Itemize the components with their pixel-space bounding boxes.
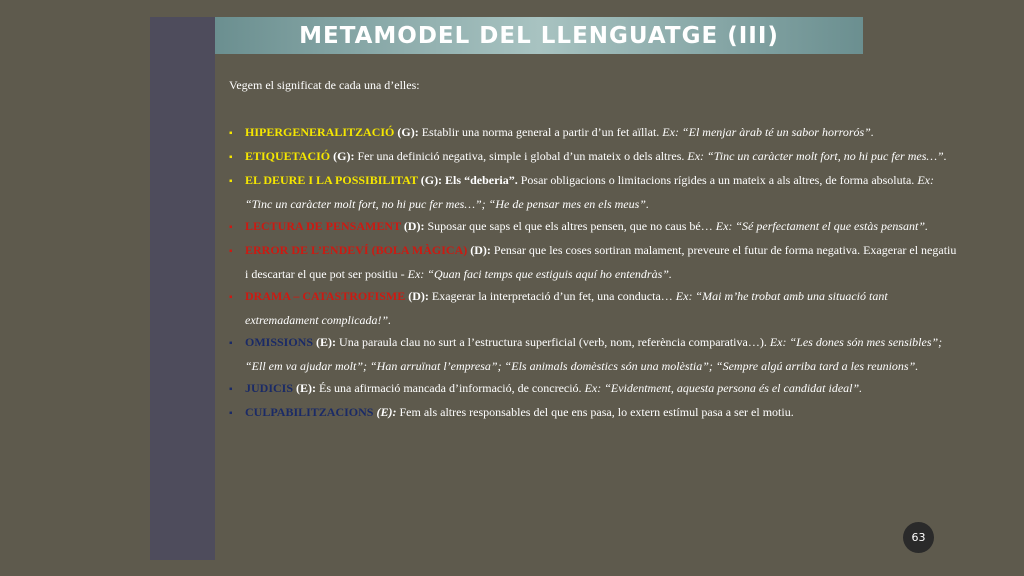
item-term: JUDICIS <box>245 381 294 395</box>
bullet-icon: ▪ <box>229 338 233 349</box>
item-example: Ex: “Les dones són mes sensibles”; “Ell em va ajudar molt”; “Han arruïnat l’empresa”; “Els animals domèstics són una molèstia”; “Sempre algú arriba tard a les reunions”. <box>245 335 943 373</box>
item-term: EL DEURE I LA POSSIBILITAT <box>245 173 418 187</box>
item-category: (G): <box>330 149 355 163</box>
item-term: ETIQUETACIÓ <box>245 149 331 163</box>
side-accent-bar <box>150 17 215 560</box>
item-term: HIPERGENERALITZACIÓ <box>245 125 395 139</box>
item-example: Ex: “Quan faci temps que estiguis aquí ho entendràs”. <box>407 267 672 281</box>
item-description: És una afirmació mancada d’informació, de concreció. <box>316 381 585 395</box>
item-description: Fem als altres responsables del que ens pasa, lo extern estímul pasa a ser el motiu. <box>396 405 794 419</box>
item-description: Fer una definició negativa, simple i global d’un mateix o dels altres. <box>354 149 688 163</box>
item-description: Posar obligacions o limitacions rígides a un mateix a als altres, de forma absoluta. <box>517 173 918 187</box>
item-term: OMISSIONS <box>245 335 314 349</box>
item-example: Ex: “Tinc un caràcter molt fort, no hi puc fer mes…”; “He de pensar mes en els meus”. <box>245 173 934 211</box>
list-item-hipergeneralitzacio <box>229 121 961 145</box>
list-item-drama-catastrofisme <box>229 285 961 331</box>
item-description: Suposar que saps el que els altres pensen, que no caus bé… <box>424 219 716 233</box>
item-description: Exagerar la interpretació d’un fet, una conducta… <box>428 289 676 303</box>
item-category: (E): <box>293 381 317 395</box>
list-item-judicis <box>229 377 961 401</box>
item-category: (G): <box>394 125 419 139</box>
item-description: Una paraula clau no surt a l’estructura superficial (verb, nom, referència comparativa…). <box>336 335 770 349</box>
item-term: ERROR DE L’ENDEVÍ (BOLA MÀGICA) <box>245 243 468 257</box>
item-term: LECTURA DE PENSAMENT <box>245 219 401 233</box>
item-category: (G): Els “deberia”. <box>417 173 518 187</box>
item-example: Ex: “Sé perfectament el que estàs pensant”. <box>715 219 929 233</box>
item-term: DRAMA – CATASTROFISME <box>245 289 406 303</box>
item-category: (D): <box>467 243 491 257</box>
item-example: Ex: “Evidentment, aquesta persona és el candidat ideal”. <box>584 381 863 395</box>
list-item-error-endevi <box>229 239 961 285</box>
list-item-etiquetacio <box>229 145 961 169</box>
bullet-icon: ▪ <box>229 408 233 419</box>
slide-content <box>229 72 961 425</box>
bullet-icon: ▪ <box>229 152 233 163</box>
list-item-omissions <box>229 331 961 377</box>
list-item-lectura-pensament <box>229 215 961 239</box>
item-term: CULPABILITZACIONS <box>245 405 374 419</box>
slide-title: METAMODEL DEL LLENGUATGE (III) <box>299 22 779 49</box>
item-example: Ex: “El menjar àrab té un sabor horrorós”. <box>662 125 874 139</box>
item-category: (E): <box>373 405 397 419</box>
intro-text: Vegem el significat de cada una d’elles: <box>229 78 420 92</box>
list-item-deure-possibilitat <box>229 169 961 215</box>
item-category: (D): <box>400 219 425 233</box>
bullet-icon: ▪ <box>229 176 233 187</box>
item-category: (E): <box>313 335 337 349</box>
bullet-icon: ▪ <box>229 292 233 303</box>
item-example: Ex: “Mai m’he trobat amb una situació tant extremadament complicada!”. <box>245 289 888 327</box>
bullet-icon: ▪ <box>229 128 233 139</box>
list-item-culpabilitzacions <box>229 401 961 425</box>
bullet-icon: ▪ <box>229 384 233 395</box>
title-banner <box>215 17 863 54</box>
item-category: (D): <box>405 289 429 303</box>
item-description: Pensar que les coses sortiran malament, preveure el futur de forma negativa. Exagerar el negatiu i descartar el que pot ser positiu - <box>245 243 957 281</box>
item-example: Ex: “Tinc un caràcter molt fort, no hi puc fer mes…”. <box>687 149 947 163</box>
item-description: Establir una norma general a partir d’un fet aïllat. <box>418 125 663 139</box>
bullet-icon: ▪ <box>229 246 233 257</box>
page-number-badge: 63 <box>903 522 934 553</box>
bullet-icon: ▪ <box>229 222 233 233</box>
